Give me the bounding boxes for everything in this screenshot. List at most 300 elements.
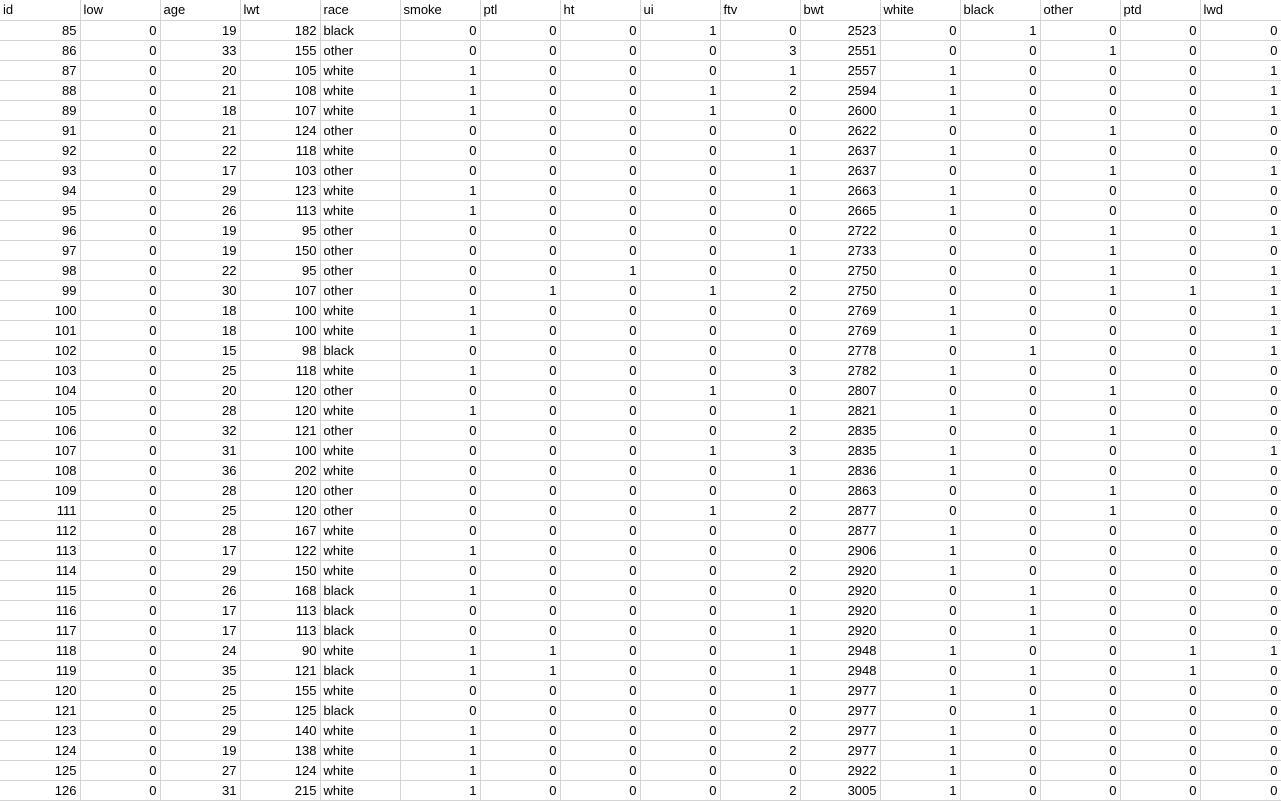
cell-age[interactable]: 25 xyxy=(160,500,240,520)
cell-lwt[interactable]: 155 xyxy=(240,680,320,700)
cell-ftv[interactable]: 2 xyxy=(720,560,800,580)
cell-id[interactable]: 111 xyxy=(0,500,80,520)
cell-other[interactable]: 0 xyxy=(1040,580,1120,600)
cell-ftv[interactable]: 0 xyxy=(720,260,800,280)
cell-lwd[interactable]: 1 xyxy=(1200,340,1281,360)
cell-ht[interactable]: 0 xyxy=(560,340,640,360)
cell-age[interactable]: 20 xyxy=(160,60,240,80)
cell-low[interactable]: 0 xyxy=(80,660,160,680)
cell-lwd[interactable]: 0 xyxy=(1200,540,1281,560)
cell-ftv[interactable]: 2 xyxy=(720,420,800,440)
cell-other[interactable]: 0 xyxy=(1040,740,1120,760)
cell-white[interactable]: 1 xyxy=(880,200,960,220)
cell-age[interactable]: 19 xyxy=(160,240,240,260)
cell-black[interactable]: 1 xyxy=(960,600,1040,620)
cell-id[interactable]: 126 xyxy=(0,780,80,800)
cell-ui[interactable]: 1 xyxy=(640,380,720,400)
cell-ht[interactable]: 0 xyxy=(560,240,640,260)
cell-ptd[interactable]: 0 xyxy=(1120,80,1200,100)
cell-lwt[interactable]: 202 xyxy=(240,460,320,480)
cell-age[interactable]: 15 xyxy=(160,340,240,360)
cell-ptl[interactable]: 0 xyxy=(480,400,560,420)
cell-ht[interactable]: 0 xyxy=(560,300,640,320)
cell-ptd[interactable]: 0 xyxy=(1120,200,1200,220)
cell-ptd[interactable]: 0 xyxy=(1120,400,1200,420)
cell-other[interactable]: 0 xyxy=(1040,620,1120,640)
cell-lwt[interactable]: 120 xyxy=(240,380,320,400)
cell-ptl[interactable]: 0 xyxy=(480,60,560,80)
cell-low[interactable]: 0 xyxy=(80,480,160,500)
cell-other[interactable]: 1 xyxy=(1040,480,1120,500)
cell-age[interactable]: 18 xyxy=(160,100,240,120)
cell-ui[interactable]: 1 xyxy=(640,440,720,460)
cell-ui[interactable]: 0 xyxy=(640,360,720,380)
cell-lwd[interactable]: 1 xyxy=(1200,280,1281,300)
cell-ui[interactable]: 0 xyxy=(640,160,720,180)
cell-age[interactable]: 22 xyxy=(160,260,240,280)
cell-ht[interactable]: 0 xyxy=(560,380,640,400)
cell-race[interactable]: other xyxy=(320,220,400,240)
cell-id[interactable]: 106 xyxy=(0,420,80,440)
cell-ftv[interactable]: 0 xyxy=(720,580,800,600)
cell-other[interactable]: 1 xyxy=(1040,240,1120,260)
cell-race[interactable]: white xyxy=(320,200,400,220)
cell-smoke[interactable]: 1 xyxy=(400,780,480,800)
cell-lwt[interactable]: 95 xyxy=(240,260,320,280)
cell-ht[interactable]: 0 xyxy=(560,560,640,580)
cell-ht[interactable]: 0 xyxy=(560,760,640,780)
cell-other[interactable]: 0 xyxy=(1040,360,1120,380)
cell-ptl[interactable]: 0 xyxy=(480,160,560,180)
cell-ptl[interactable]: 0 xyxy=(480,340,560,360)
cell-id[interactable]: 123 xyxy=(0,720,80,740)
cell-low[interactable]: 0 xyxy=(80,400,160,420)
cell-age[interactable]: 17 xyxy=(160,160,240,180)
cell-bwt[interactable]: 2637 xyxy=(800,160,880,180)
cell-id[interactable]: 105 xyxy=(0,400,80,420)
cell-ui[interactable]: 0 xyxy=(640,400,720,420)
cell-ptl[interactable]: 0 xyxy=(480,200,560,220)
cell-low[interactable]: 0 xyxy=(80,160,160,180)
cell-lwt[interactable]: 113 xyxy=(240,200,320,220)
cell-ptd[interactable]: 0 xyxy=(1120,620,1200,640)
cell-other[interactable]: 0 xyxy=(1040,20,1120,40)
cell-bwt[interactable]: 2835 xyxy=(800,440,880,460)
cell-ftv[interactable]: 0 xyxy=(720,200,800,220)
cell-black[interactable]: 0 xyxy=(960,320,1040,340)
cell-ht[interactable]: 0 xyxy=(560,520,640,540)
cell-ptl[interactable]: 0 xyxy=(480,300,560,320)
cell-white[interactable]: 1 xyxy=(880,180,960,200)
cell-age[interactable]: 19 xyxy=(160,220,240,240)
cell-black[interactable]: 0 xyxy=(960,740,1040,760)
cell-lwt[interactable]: 155 xyxy=(240,40,320,60)
cell-lwt[interactable]: 118 xyxy=(240,360,320,380)
cell-lwd[interactable]: 0 xyxy=(1200,480,1281,500)
cell-white[interactable]: 1 xyxy=(880,400,960,420)
cell-black[interactable]: 0 xyxy=(960,360,1040,380)
cell-other[interactable]: 0 xyxy=(1040,300,1120,320)
cell-ptl[interactable]: 0 xyxy=(480,460,560,480)
cell-ui[interactable]: 0 xyxy=(640,480,720,500)
cell-white[interactable]: 0 xyxy=(880,340,960,360)
cell-other[interactable]: 1 xyxy=(1040,280,1120,300)
cell-ftv[interactable]: 1 xyxy=(720,640,800,660)
cell-other[interactable]: 0 xyxy=(1040,520,1120,540)
cell-ht[interactable]: 0 xyxy=(560,120,640,140)
cell-ht[interactable]: 0 xyxy=(560,640,640,660)
cell-bwt[interactable]: 2557 xyxy=(800,60,880,80)
cell-other[interactable]: 1 xyxy=(1040,120,1120,140)
cell-black[interactable]: 0 xyxy=(960,520,1040,540)
cell-ui[interactable]: 1 xyxy=(640,500,720,520)
cell-other[interactable]: 0 xyxy=(1040,340,1120,360)
cell-low[interactable]: 0 xyxy=(80,40,160,60)
cell-other[interactable]: 0 xyxy=(1040,320,1120,340)
cell-low[interactable]: 0 xyxy=(80,680,160,700)
cell-ftv[interactable]: 1 xyxy=(720,600,800,620)
cell-bwt[interactable]: 2877 xyxy=(800,500,880,520)
cell-other[interactable]: 0 xyxy=(1040,180,1120,200)
cell-ftv[interactable]: 0 xyxy=(720,320,800,340)
cell-bwt[interactable]: 2663 xyxy=(800,180,880,200)
cell-ui[interactable]: 0 xyxy=(640,420,720,440)
cell-ptl[interactable]: 0 xyxy=(480,420,560,440)
cell-id[interactable]: 91 xyxy=(0,120,80,140)
cell-ui[interactable]: 0 xyxy=(640,760,720,780)
header-cell-id[interactable]: id xyxy=(0,0,80,20)
header-cell-white[interactable]: white xyxy=(880,0,960,20)
cell-ht[interactable]: 0 xyxy=(560,660,640,680)
cell-black[interactable]: 1 xyxy=(960,20,1040,40)
cell-lwd[interactable]: 0 xyxy=(1200,700,1281,720)
cell-ptl[interactable]: 0 xyxy=(480,700,560,720)
cell-ht[interactable]: 0 xyxy=(560,320,640,340)
cell-id[interactable]: 100 xyxy=(0,300,80,320)
cell-ui[interactable]: 0 xyxy=(640,740,720,760)
cell-ui[interactable]: 0 xyxy=(640,520,720,540)
cell-age[interactable]: 28 xyxy=(160,480,240,500)
cell-ftv[interactable]: 1 xyxy=(720,140,800,160)
cell-black[interactable]: 0 xyxy=(960,120,1040,140)
cell-white[interactable]: 0 xyxy=(880,280,960,300)
cell-ftv[interactable]: 2 xyxy=(720,500,800,520)
cell-ui[interactable]: 0 xyxy=(640,120,720,140)
cell-ht[interactable]: 0 xyxy=(560,360,640,380)
cell-ftv[interactable]: 1 xyxy=(720,660,800,680)
cell-ptd[interactable]: 0 xyxy=(1120,240,1200,260)
cell-lwd[interactable]: 0 xyxy=(1200,680,1281,700)
cell-ptd[interactable]: 0 xyxy=(1120,760,1200,780)
cell-smoke[interactable]: 0 xyxy=(400,20,480,40)
cell-black[interactable]: 0 xyxy=(960,720,1040,740)
cell-ptd[interactable]: 0 xyxy=(1120,340,1200,360)
cell-lwd[interactable]: 0 xyxy=(1200,40,1281,60)
cell-ui[interactable]: 0 xyxy=(640,640,720,660)
cell-ui[interactable]: 0 xyxy=(640,140,720,160)
cell-race[interactable]: black xyxy=(320,580,400,600)
cell-lwt[interactable]: 168 xyxy=(240,580,320,600)
cell-ptd[interactable]: 0 xyxy=(1120,720,1200,740)
cell-low[interactable]: 0 xyxy=(80,520,160,540)
cell-smoke[interactable]: 0 xyxy=(400,280,480,300)
cell-other[interactable]: 1 xyxy=(1040,220,1120,240)
cell-id[interactable]: 98 xyxy=(0,260,80,280)
cell-lwd[interactable]: 0 xyxy=(1200,760,1281,780)
cell-bwt[interactable]: 2750 xyxy=(800,280,880,300)
cell-bwt[interactable]: 2977 xyxy=(800,720,880,740)
cell-other[interactable]: 0 xyxy=(1040,100,1120,120)
cell-white[interactable]: 1 xyxy=(880,720,960,740)
cell-other[interactable]: 0 xyxy=(1040,780,1120,800)
cell-low[interactable]: 0 xyxy=(80,220,160,240)
cell-smoke[interactable]: 1 xyxy=(400,200,480,220)
header-cell-ht[interactable]: ht xyxy=(560,0,640,20)
cell-ui[interactable]: 0 xyxy=(640,300,720,320)
cell-ht[interactable]: 0 xyxy=(560,140,640,160)
cell-white[interactable]: 0 xyxy=(880,700,960,720)
cell-lwt[interactable]: 120 xyxy=(240,480,320,500)
cell-white[interactable]: 0 xyxy=(880,480,960,500)
cell-white[interactable]: 1 xyxy=(880,140,960,160)
cell-race[interactable]: black xyxy=(320,600,400,620)
cell-other[interactable]: 0 xyxy=(1040,760,1120,780)
cell-ftv[interactable]: 1 xyxy=(720,180,800,200)
cell-race[interactable]: black xyxy=(320,620,400,640)
cell-smoke[interactable]: 1 xyxy=(400,400,480,420)
cell-age[interactable]: 21 xyxy=(160,80,240,100)
cell-id[interactable]: 119 xyxy=(0,660,80,680)
cell-lwd[interactable]: 1 xyxy=(1200,320,1281,340)
cell-ftv[interactable]: 0 xyxy=(720,340,800,360)
cell-low[interactable]: 0 xyxy=(80,500,160,520)
cell-bwt[interactable]: 2769 xyxy=(800,320,880,340)
cell-age[interactable]: 26 xyxy=(160,580,240,600)
cell-ui[interactable]: 0 xyxy=(640,540,720,560)
cell-ptd[interactable]: 1 xyxy=(1120,640,1200,660)
cell-other[interactable]: 0 xyxy=(1040,440,1120,460)
cell-black[interactable]: 0 xyxy=(960,200,1040,220)
cell-smoke[interactable]: 0 xyxy=(400,160,480,180)
cell-bwt[interactable]: 2821 xyxy=(800,400,880,420)
cell-race[interactable]: white xyxy=(320,460,400,480)
cell-ptl[interactable]: 0 xyxy=(480,560,560,580)
cell-lwd[interactable]: 1 xyxy=(1200,80,1281,100)
cell-black[interactable]: 0 xyxy=(960,280,1040,300)
cell-lwd[interactable]: 1 xyxy=(1200,300,1281,320)
cell-ftv[interactable]: 3 xyxy=(720,360,800,380)
cell-id[interactable]: 99 xyxy=(0,280,80,300)
cell-lwt[interactable]: 118 xyxy=(240,140,320,160)
cell-ftv[interactable]: 2 xyxy=(720,780,800,800)
cell-ht[interactable]: 1 xyxy=(560,260,640,280)
cell-low[interactable]: 0 xyxy=(80,420,160,440)
cell-low[interactable]: 0 xyxy=(80,780,160,800)
cell-lwd[interactable]: 0 xyxy=(1200,460,1281,480)
cell-white[interactable]: 1 xyxy=(880,520,960,540)
cell-other[interactable]: 0 xyxy=(1040,560,1120,580)
cell-black[interactable]: 0 xyxy=(960,140,1040,160)
cell-ftv[interactable]: 0 xyxy=(720,480,800,500)
cell-bwt[interactable]: 2733 xyxy=(800,240,880,260)
cell-lwt[interactable]: 108 xyxy=(240,80,320,100)
cell-race[interactable]: other xyxy=(320,380,400,400)
cell-bwt[interactable]: 2750 xyxy=(800,260,880,280)
cell-ptl[interactable]: 0 xyxy=(480,760,560,780)
cell-id[interactable]: 92 xyxy=(0,140,80,160)
cell-ui[interactable]: 0 xyxy=(640,700,720,720)
cell-ptd[interactable]: 0 xyxy=(1120,460,1200,480)
cell-lwd[interactable]: 0 xyxy=(1200,120,1281,140)
cell-id[interactable]: 124 xyxy=(0,740,80,760)
cell-other[interactable]: 0 xyxy=(1040,720,1120,740)
cell-smoke[interactable]: 0 xyxy=(400,140,480,160)
header-cell-age[interactable]: age xyxy=(160,0,240,20)
cell-bwt[interactable]: 3005 xyxy=(800,780,880,800)
cell-other[interactable]: 1 xyxy=(1040,500,1120,520)
cell-white[interactable]: 0 xyxy=(880,240,960,260)
cell-bwt[interactable]: 2835 xyxy=(800,420,880,440)
cell-ui[interactable]: 0 xyxy=(640,620,720,640)
cell-id[interactable]: 113 xyxy=(0,540,80,560)
cell-other[interactable]: 0 xyxy=(1040,540,1120,560)
cell-ftv[interactable]: 0 xyxy=(720,100,800,120)
cell-lwd[interactable]: 0 xyxy=(1200,600,1281,620)
cell-bwt[interactable]: 2622 xyxy=(800,120,880,140)
cell-ptl[interactable]: 0 xyxy=(480,440,560,460)
cell-ptd[interactable]: 0 xyxy=(1120,20,1200,40)
cell-race[interactable]: black xyxy=(320,660,400,680)
cell-ui[interactable]: 0 xyxy=(640,60,720,80)
cell-id[interactable]: 118 xyxy=(0,640,80,660)
cell-low[interactable]: 0 xyxy=(80,280,160,300)
cell-id[interactable]: 109 xyxy=(0,480,80,500)
cell-id[interactable]: 116 xyxy=(0,600,80,620)
cell-ptd[interactable]: 0 xyxy=(1120,360,1200,380)
cell-bwt[interactable]: 2807 xyxy=(800,380,880,400)
cell-other[interactable]: 0 xyxy=(1040,200,1120,220)
cell-low[interactable]: 0 xyxy=(80,760,160,780)
cell-ptd[interactable]: 0 xyxy=(1120,40,1200,60)
cell-ht[interactable]: 0 xyxy=(560,200,640,220)
cell-ui[interactable]: 1 xyxy=(640,100,720,120)
cell-other[interactable]: 0 xyxy=(1040,600,1120,620)
cell-lwd[interactable]: 1 xyxy=(1200,220,1281,240)
cell-ui[interactable]: 0 xyxy=(640,320,720,340)
cell-other[interactable]: 1 xyxy=(1040,420,1120,440)
cell-lwt[interactable]: 121 xyxy=(240,420,320,440)
cell-ptl[interactable]: 0 xyxy=(480,240,560,260)
cell-ht[interactable]: 0 xyxy=(560,600,640,620)
cell-race[interactable]: white xyxy=(320,300,400,320)
cell-age[interactable]: 33 xyxy=(160,40,240,60)
cell-id[interactable]: 95 xyxy=(0,200,80,220)
cell-ftv[interactable]: 0 xyxy=(720,520,800,540)
cell-ptl[interactable]: 0 xyxy=(480,480,560,500)
cell-low[interactable]: 0 xyxy=(80,300,160,320)
cell-smoke[interactable]: 1 xyxy=(400,320,480,340)
cell-age[interactable]: 25 xyxy=(160,680,240,700)
cell-other[interactable]: 1 xyxy=(1040,40,1120,60)
cell-smoke[interactable]: 0 xyxy=(400,420,480,440)
cell-ptl[interactable]: 0 xyxy=(480,100,560,120)
cell-white[interactable]: 1 xyxy=(880,780,960,800)
cell-lwd[interactable]: 0 xyxy=(1200,780,1281,800)
cell-age[interactable]: 26 xyxy=(160,200,240,220)
cell-ftv[interactable]: 2 xyxy=(720,740,800,760)
cell-lwd[interactable]: 0 xyxy=(1200,740,1281,760)
cell-bwt[interactable]: 2977 xyxy=(800,700,880,720)
cell-age[interactable]: 29 xyxy=(160,180,240,200)
cell-bwt[interactable]: 2920 xyxy=(800,620,880,640)
cell-low[interactable]: 0 xyxy=(80,240,160,260)
cell-ftv[interactable]: 0 xyxy=(720,20,800,40)
cell-bwt[interactable]: 2977 xyxy=(800,740,880,760)
cell-race[interactable]: white xyxy=(320,360,400,380)
cell-lwt[interactable]: 113 xyxy=(240,620,320,640)
cell-ptl[interactable]: 0 xyxy=(480,40,560,60)
cell-black[interactable]: 0 xyxy=(960,460,1040,480)
cell-age[interactable]: 20 xyxy=(160,380,240,400)
cell-low[interactable]: 0 xyxy=(80,540,160,560)
cell-ptl[interactable]: 0 xyxy=(480,260,560,280)
cell-black[interactable]: 0 xyxy=(960,100,1040,120)
cell-lwt[interactable]: 125 xyxy=(240,700,320,720)
cell-black[interactable]: 0 xyxy=(960,400,1040,420)
cell-lwt[interactable]: 124 xyxy=(240,760,320,780)
cell-lwd[interactable]: 0 xyxy=(1200,200,1281,220)
cell-black[interactable]: 0 xyxy=(960,560,1040,580)
cell-ui[interactable]: 0 xyxy=(640,720,720,740)
cell-ptl[interactable]: 0 xyxy=(480,780,560,800)
cell-ptl[interactable]: 0 xyxy=(480,380,560,400)
cell-low[interactable]: 0 xyxy=(80,100,160,120)
cell-smoke[interactable]: 1 xyxy=(400,60,480,80)
cell-black[interactable]: 0 xyxy=(960,160,1040,180)
cell-smoke[interactable]: 0 xyxy=(400,40,480,60)
cell-bwt[interactable]: 2922 xyxy=(800,760,880,780)
cell-ptl[interactable]: 0 xyxy=(480,120,560,140)
cell-black[interactable]: 0 xyxy=(960,300,1040,320)
cell-ptd[interactable]: 1 xyxy=(1120,280,1200,300)
cell-ptd[interactable]: 0 xyxy=(1120,580,1200,600)
cell-age[interactable]: 28 xyxy=(160,400,240,420)
cell-bwt[interactable]: 2920 xyxy=(800,580,880,600)
cell-ht[interactable]: 0 xyxy=(560,500,640,520)
cell-race[interactable]: black xyxy=(320,700,400,720)
cell-smoke[interactable]: 1 xyxy=(400,180,480,200)
cell-ptl[interactable]: 0 xyxy=(480,180,560,200)
cell-ui[interactable]: 1 xyxy=(640,280,720,300)
cell-ht[interactable]: 0 xyxy=(560,620,640,640)
cell-white[interactable]: 0 xyxy=(880,580,960,600)
cell-id[interactable]: 88 xyxy=(0,80,80,100)
cell-id[interactable]: 97 xyxy=(0,240,80,260)
cell-ptl[interactable]: 0 xyxy=(480,360,560,380)
cell-white[interactable]: 0 xyxy=(880,40,960,60)
cell-low[interactable]: 0 xyxy=(80,180,160,200)
cell-bwt[interactable]: 2920 xyxy=(800,560,880,580)
cell-ptl[interactable]: 0 xyxy=(480,140,560,160)
cell-other[interactable]: 0 xyxy=(1040,60,1120,80)
cell-bwt[interactable]: 2637 xyxy=(800,140,880,160)
cell-lwd[interactable]: 1 xyxy=(1200,640,1281,660)
cell-lwd[interactable]: 1 xyxy=(1200,160,1281,180)
cell-low[interactable]: 0 xyxy=(80,640,160,660)
cell-race[interactable]: black xyxy=(320,340,400,360)
cell-bwt[interactable]: 2600 xyxy=(800,100,880,120)
cell-age[interactable]: 24 xyxy=(160,640,240,660)
